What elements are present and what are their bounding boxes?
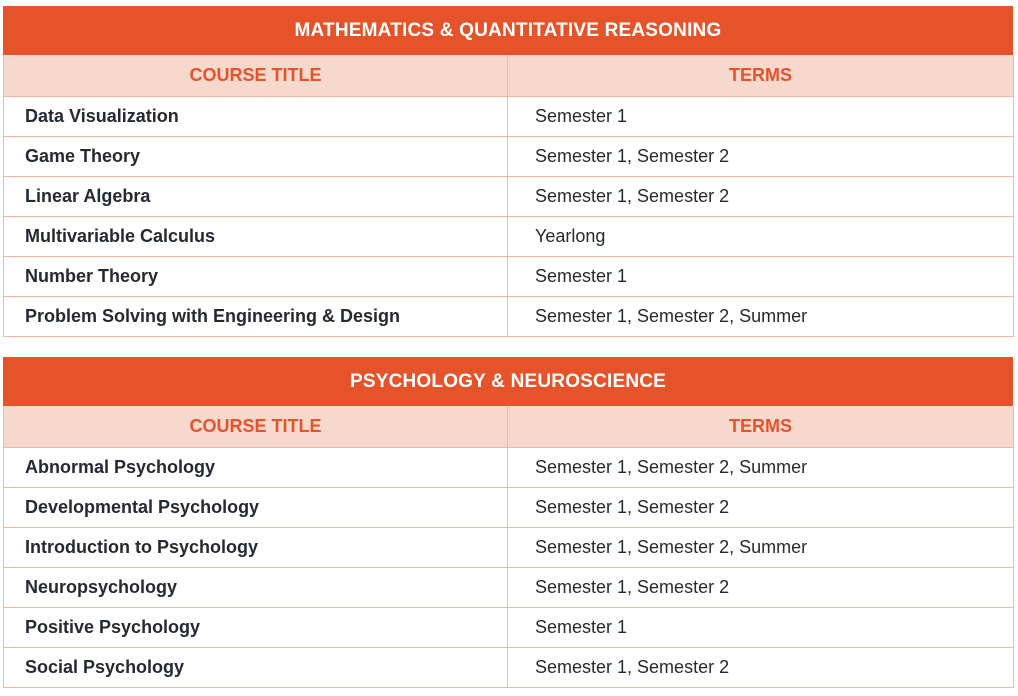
course-terms: Semester 1, Semester 2, Summer <box>508 297 1014 337</box>
course-terms: Semester 1, Semester 2 <box>508 177 1014 217</box>
course-terms: Semester 1 <box>508 97 1014 137</box>
course-terms: Semester 1, Semester 2 <box>508 648 1014 688</box>
course-table <box>3 406 1014 688</box>
column-header-course-title: COURSE TITLE <box>4 406 508 448</box>
column-header-course-title: COURSE TITLE <box>4 55 508 97</box>
table-header-row <box>4 406 1014 448</box>
column-header-terms: TERMS <box>508 406 1014 448</box>
course-title: Introduction to Psychology <box>4 528 508 568</box>
course-title: Game Theory <box>4 137 508 177</box>
course-title: Number Theory <box>4 257 508 297</box>
section-heading: MATHEMATICS & QUANTITATIVE REASONING <box>3 6 1013 55</box>
psychology-section <box>3 357 1013 688</box>
course-terms: Semester 1, Semester 2, Summer <box>508 528 1014 568</box>
table-row <box>4 257 1014 297</box>
table-row <box>4 528 1014 568</box>
course-terms: Yearlong <box>508 217 1014 257</box>
table-row <box>4 217 1014 257</box>
table-row <box>4 488 1014 528</box>
course-title: Positive Psychology <box>4 608 508 648</box>
course-title: Social Psychology <box>4 648 508 688</box>
table-row <box>4 648 1014 688</box>
table-row <box>4 177 1014 217</box>
course-title: Developmental Psychology <box>4 488 508 528</box>
course-terms: Semester 1, Semester 2 <box>508 137 1014 177</box>
table-row <box>4 137 1014 177</box>
course-title: Linear Algebra <box>4 177 508 217</box>
course-terms: Semester 1, Semester 2 <box>508 488 1014 528</box>
section-heading: PSYCHOLOGY & NEUROSCIENCE <box>3 357 1013 406</box>
table-row <box>4 608 1014 648</box>
column-header-terms: TERMS <box>508 55 1014 97</box>
course-terms: Semester 1, Semester 2 <box>508 568 1014 608</box>
table-row <box>4 448 1014 488</box>
course-terms: Semester 1, Semester 2, Summer <box>508 448 1014 488</box>
course-title: Neuropsychology <box>4 568 508 608</box>
table-row <box>4 297 1014 337</box>
course-title: Data Visualization <box>4 97 508 137</box>
table-row <box>4 97 1014 137</box>
course-title: Abnormal Psychology <box>4 448 508 488</box>
course-terms: Semester 1 <box>508 608 1014 648</box>
table-header-row <box>4 55 1014 97</box>
course-title: Problem Solving with Engineering & Design <box>4 297 508 337</box>
course-table <box>3 55 1014 337</box>
table-row <box>4 568 1014 608</box>
course-terms: Semester 1 <box>508 257 1014 297</box>
course-title: Multivariable Calculus <box>4 217 508 257</box>
math-section <box>3 6 1013 337</box>
